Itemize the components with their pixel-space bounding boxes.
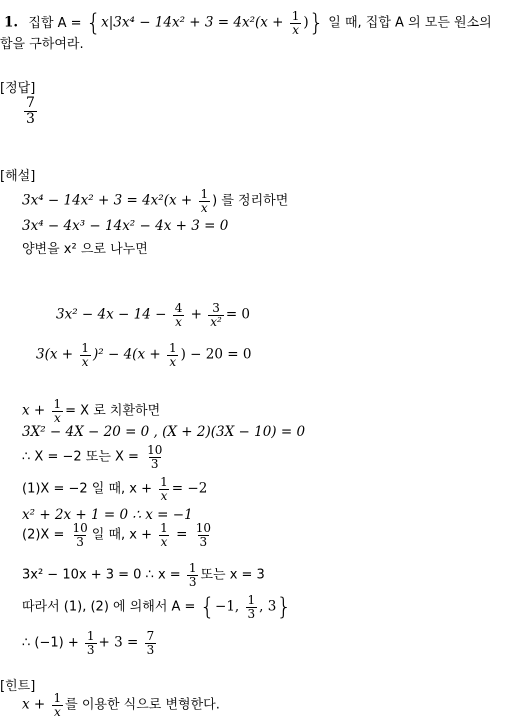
- problem-line-2: 합을 구하여라.: [0, 37, 84, 52]
- fraction: $\frac{1}{3}$: [86, 629, 95, 657]
- conclusion-line: 따라서 (1), (2) 에 의해서 A = {−1, $\frac{1}{3}$ , 3}: [22, 593, 292, 622]
- right-brace: }: [276, 593, 292, 622]
- fraction: $\frac{10}{3}$: [195, 521, 211, 549]
- fraction: $\frac{7}{3}$: [146, 629, 155, 657]
- therefore-line-1: ∴ X = −2 또는 X = $\frac{10}{3}$: [22, 443, 163, 471]
- answer-heading: [정답]: [0, 81, 36, 96]
- fraction: $\frac{1}{x}$: [200, 187, 209, 215]
- hint-heading: [힌트]: [0, 679, 36, 694]
- solution-line-3: 양변을 x² 으로 나누면: [22, 242, 148, 257]
- fraction: $\frac{1}{x}$: [168, 341, 177, 369]
- problem-set-label: 집합 A =: [28, 15, 82, 31]
- fraction: $\frac{1}{x}$: [160, 475, 168, 503]
- case-1-equation: x² + 2x + 1 = 0 ∴ x = −1: [22, 507, 193, 523]
- solution-line-1: 3x⁴ − 14x² + 3 = 4x²(x + $\frac{1}{x}$ ) 를 정리하면: [22, 187, 289, 215]
- fraction: $\frac{1}{3}$: [188, 561, 197, 589]
- fraction: $\frac{4}{x}$: [174, 301, 183, 329]
- fraction: $\frac{3}{\text{x²}}$: [210, 301, 222, 329]
- fraction: $\frac{1}{x}$: [53, 397, 62, 425]
- left-brace: {: [85, 9, 102, 38]
- final-sum-line: ∴ (−1) + $\frac{1}{3}$ + 3 = $\frac{7}{3}$: [22, 629, 155, 657]
- case-1-line: (1)X = −2 일 때, x + $\frac{1}{x}$ = −2: [22, 475, 208, 503]
- fraction: $\frac{1}{x}$: [53, 691, 62, 719]
- solution-heading: [해설]: [0, 169, 36, 184]
- answer-value: [22, 96, 39, 126]
- answer-fraction: $\frac{7}{3}$: [26, 95, 35, 127]
- equation-1: 3x² − 4x − 14 − $\frac{4}{x}$ + $\frac{3}{\text{x²}}$ = 0: [56, 301, 251, 329]
- solution-line-2: 3x⁴ − 4x³ − 14x² − 4x + 3 = 0: [22, 218, 229, 234]
- fraction: $\frac{10}{3}$: [147, 443, 163, 471]
- quadratic-line: 3X² − 4X − 20 = 0 , (X + 2)(3X − 10) = 0: [22, 424, 306, 440]
- equation-2: 3(x + $\frac{1}{x}$ )² − 4(x + $\frac{1}{x}$ ) − 20 = 0: [36, 341, 252, 369]
- problem-tail: 일 때, 집합 A 의 모든 원소의: [328, 15, 492, 31]
- fraction: $\frac{1}{x}$: [291, 9, 300, 37]
- problem-number: 1.: [4, 14, 19, 31]
- fraction: $\frac{1}{x}$: [160, 521, 168, 549]
- right-brace: }: [308, 9, 324, 38]
- case-2-line: (2)X = $\frac{10}{3}$ 일 때, x + $\frac{1}{x}$ = $\frac{10}{3}$: [22, 521, 211, 549]
- fraction: $\frac{1}{x}$: [81, 341, 90, 369]
- substitution-line: x + $\frac{1}{x}$ = X 로 치환하면: [22, 397, 161, 425]
- left-brace: {: [199, 593, 216, 622]
- hint-line: x + $\frac{1}{x}$ 를 이용한 식으로 변형한다.: [22, 691, 220, 719]
- set-body: x|3x⁴ − 14x² + 3 = 4x²(x +: [101, 14, 288, 31]
- problem-line-1: 1. 집합 A = {x|3x⁴ − 14x² + 3 = 4x²(x + $\frac{1}{x}$ )} 일 때, 집합 A 의 모든 원소의: [4, 9, 492, 38]
- case-2-equation: 3x² − 10x + 3 = 0 ∴ x = $\frac{1}{3}$ 또는 x = 3: [22, 561, 265, 589]
- fraction: $\frac{1}{3}$: [247, 593, 256, 621]
- fraction: $\frac{10}{3}$: [72, 521, 88, 549]
